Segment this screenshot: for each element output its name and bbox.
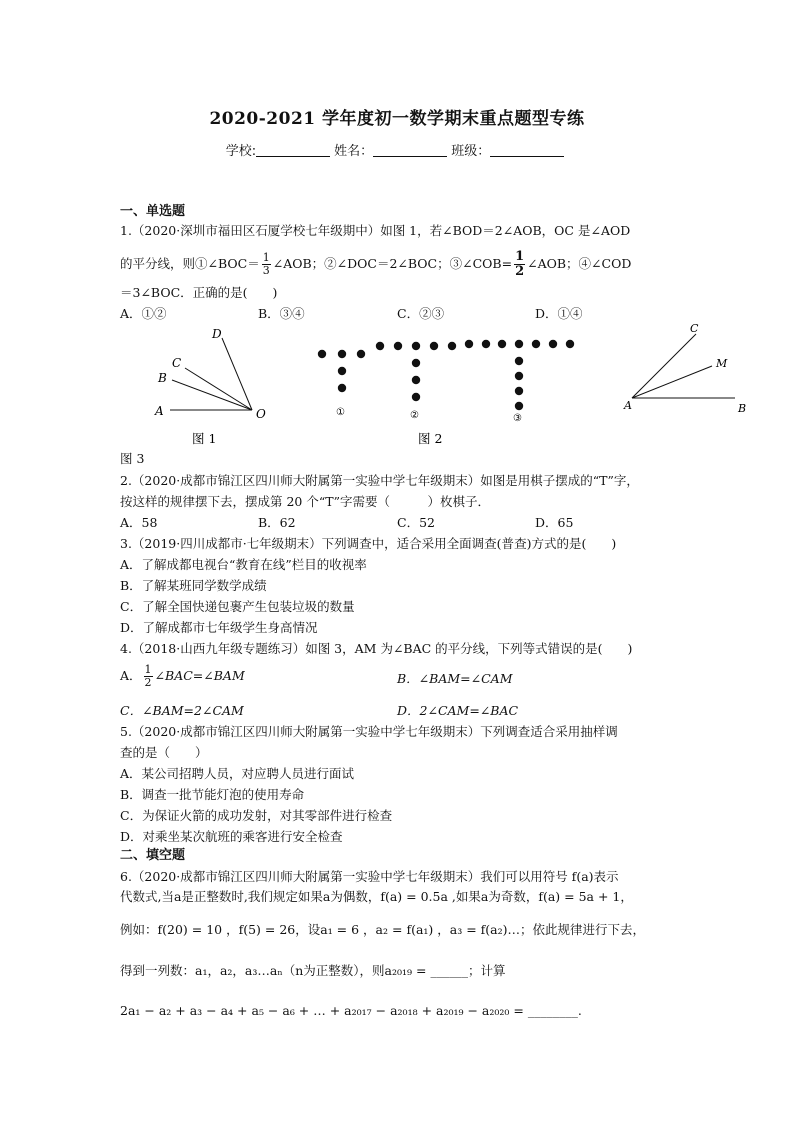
q4-line1: 4.（2018·山西九年级专题练习）如图 3，AM 为∠BAC 的平分线，下列等式错误的是( ) bbox=[120, 641, 633, 656]
piece bbox=[532, 340, 540, 348]
fig1-label-a: A bbox=[155, 404, 164, 418]
q2-option-c[interactable]: C．52 bbox=[397, 515, 435, 530]
piece bbox=[338, 350, 346, 358]
q2-line2: 按这样的规律摆下去，摆成第 20 个“T”字需要（ ）枚棋子． bbox=[120, 494, 490, 509]
q1-line1: 1.（2020·深圳市福田区石厦学校七年级期中）如图 1，若∠BOD＝2∠AOB，OC 是∠AOD bbox=[120, 223, 631, 238]
piece bbox=[549, 340, 557, 348]
piece bbox=[412, 342, 420, 350]
piece bbox=[338, 384, 346, 392]
q1-line3: ＝3∠BOC．正确的是( ) bbox=[120, 285, 278, 300]
piece bbox=[338, 367, 346, 375]
q1-option-b[interactable]: B．③④ bbox=[258, 306, 305, 321]
q1-line2-b: ∠AOB；②∠DOC＝2∠BOC；③∠COB= bbox=[272, 256, 513, 271]
class-label: 班级： bbox=[451, 144, 491, 159]
fig3-ray-am bbox=[632, 366, 712, 398]
piece bbox=[376, 342, 384, 350]
q1-option-d[interactable]: D．①④ bbox=[535, 306, 583, 321]
piece bbox=[482, 340, 490, 348]
q6-line4: 得到一列数：a₁，a₂，a₃…aₙ（n为正整数），则a₂₀₁₉ = ______；计算 bbox=[120, 963, 506, 978]
figure-3-caption: 图 3 bbox=[120, 451, 145, 466]
fig3-label-m: M bbox=[716, 357, 728, 370]
piece bbox=[318, 350, 326, 358]
fig3-ray-ac bbox=[632, 334, 696, 398]
fig2-number-3: ③ bbox=[513, 413, 522, 424]
q2-option-d[interactable]: D．65 bbox=[535, 515, 574, 530]
fig1-label-d: D bbox=[212, 327, 222, 341]
piece bbox=[515, 340, 523, 348]
school-blank[interactable] bbox=[256, 143, 330, 157]
figure-1-caption: 图 1 bbox=[192, 431, 217, 446]
figure-2-chess-pieces bbox=[318, 340, 574, 424]
fig1-label-c: C bbox=[172, 356, 182, 370]
page-title: 2020-2021 学年度初一数学期末重点题型专练 bbox=[209, 109, 585, 129]
q6-line5: 2a₁ − a₂ + a₃ − a₄ + a₅ − a₆ + … + a₂₀₁₇ − a₂₀₁₈ + a₂₀₁₉ − a₂₀₂₀ = ________. bbox=[120, 1003, 582, 1018]
q6-line3: 例如：f(20) = 10 ，f(5) = 26，设a₁ = 6 ，a₂ = f(a₁) ，a₃ = f(a₂)…；依此规律进行下去， bbox=[120, 922, 645, 937]
q3-option-d[interactable]: D．了解成都市七年级学生身高情况 bbox=[120, 620, 318, 635]
fig3-label-c: C bbox=[690, 322, 699, 335]
q3-line1: 3.（2019·四川成都市·七年级期末）下列调查中，适合采用全面调查(普查)方式的是( ) bbox=[120, 536, 617, 551]
q6-line2: 代数式,当a是正整数时,我们规定如果a为偶数，f(a) = 0.5a ,如果a为奇数，f(a) = 5a + 1， bbox=[120, 889, 633, 904]
piece bbox=[498, 340, 506, 348]
piece bbox=[515, 387, 523, 395]
q2-option-a[interactable]: A．58 bbox=[120, 515, 158, 530]
figures-area bbox=[0, 320, 794, 470]
fig2-number-1: ① bbox=[336, 407, 345, 418]
q5-line2: 查的是（ ） bbox=[120, 745, 208, 760]
q4-option-c[interactable]: C．∠BAM=2∠CAM bbox=[120, 703, 244, 718]
piece bbox=[430, 342, 438, 350]
q1-option-a[interactable]: A．①② bbox=[120, 306, 167, 321]
q5-line1: 5.（2020·成都市锦江区四川师大附属第一实验中学七年级期末）下列调查适合采用抽样调 bbox=[120, 724, 618, 739]
piece bbox=[566, 340, 574, 348]
name-label: 姓名： bbox=[334, 144, 374, 159]
q4-fraction-one-half: $\frac{1}{2}$ bbox=[144, 663, 152, 689]
q2-option-b[interactable]: B．62 bbox=[258, 515, 296, 530]
q5-option-a[interactable]: A．某公司招聘人员，对应聘人员进行面试 bbox=[120, 766, 355, 781]
q1-line2-a: 的平分线，则①∠BOC＝ bbox=[120, 256, 260, 271]
piece bbox=[394, 342, 402, 350]
fig2-number-2: ② bbox=[410, 410, 419, 421]
q4-option-d[interactable]: D．2∠CAM=∠BAC bbox=[397, 703, 519, 718]
q6-line1: 6.（2020·成都市锦江区四川师大附属第一实验中学七年级期末）我们可以用符号 f(a)表示 bbox=[120, 869, 619, 884]
q5-option-c[interactable]: C．为保证火箭的成功发射，对其零部件进行检查 bbox=[120, 808, 393, 823]
piece bbox=[465, 340, 473, 348]
q1-fraction-one-half: $\frac{1}{2}$ bbox=[515, 249, 525, 279]
figure-3-angle-bisector bbox=[623, 322, 746, 415]
fig3-label-a: A bbox=[624, 399, 632, 412]
figure-2-caption: 图 2 bbox=[418, 431, 443, 446]
section-title-fill-blank: 二、填空题 bbox=[120, 848, 186, 863]
piece bbox=[357, 350, 365, 358]
fig1-label-o: O bbox=[256, 407, 266, 421]
name-blank[interactable] bbox=[373, 143, 447, 157]
q1-line2 bbox=[120, 250, 631, 279]
q1-line2-c: ∠AOB；④∠COD bbox=[527, 256, 632, 271]
piece bbox=[515, 402, 523, 410]
fig1-ray-od bbox=[222, 338, 252, 410]
q1-fraction-one-third: $\frac{1}{3}$ bbox=[262, 251, 270, 277]
q3-option-a[interactable]: A．了解成都电视台“教育在线”栏目的收视率 bbox=[120, 557, 367, 572]
q3-option-b[interactable]: B．了解某班同学数学成绩 bbox=[120, 578, 267, 593]
figure-1-angles bbox=[154, 327, 266, 421]
piece bbox=[448, 342, 456, 350]
piece bbox=[412, 359, 420, 367]
q4-option-a[interactable]: A． $\frac{1}{2}$ ∠BAC=∠BAM bbox=[120, 663, 245, 689]
q3-option-c[interactable]: C．了解全国快递包裹产生包装垃圾的数量 bbox=[120, 599, 355, 614]
class-blank[interactable] bbox=[490, 143, 564, 157]
piece bbox=[515, 357, 523, 365]
piece bbox=[515, 372, 523, 380]
q4-option-b[interactable]: B．∠BAM=∠CAM bbox=[397, 671, 513, 686]
student-info-line bbox=[0, 140, 794, 159]
section-title-single-choice: 一、单选题 bbox=[120, 204, 186, 219]
q5-option-d[interactable]: D．对乘坐某次航班的乘客进行安全检查 bbox=[120, 829, 343, 844]
q1-option-c[interactable]: C．②③ bbox=[397, 306, 445, 321]
piece bbox=[412, 393, 420, 401]
fig1-label-b: B bbox=[158, 371, 167, 385]
fig3-label-b: B bbox=[738, 402, 747, 415]
piece bbox=[412, 376, 420, 384]
q5-option-b[interactable]: B．调查一批节能灯泡的使用寿命 bbox=[120, 787, 305, 802]
school-label: 学校: bbox=[225, 144, 257, 159]
q2-line1: 2.（2020·成都市锦江区四川师大附属第一实验中学七年级期末）如图是用棋子摆成的“T”字， bbox=[120, 473, 639, 488]
